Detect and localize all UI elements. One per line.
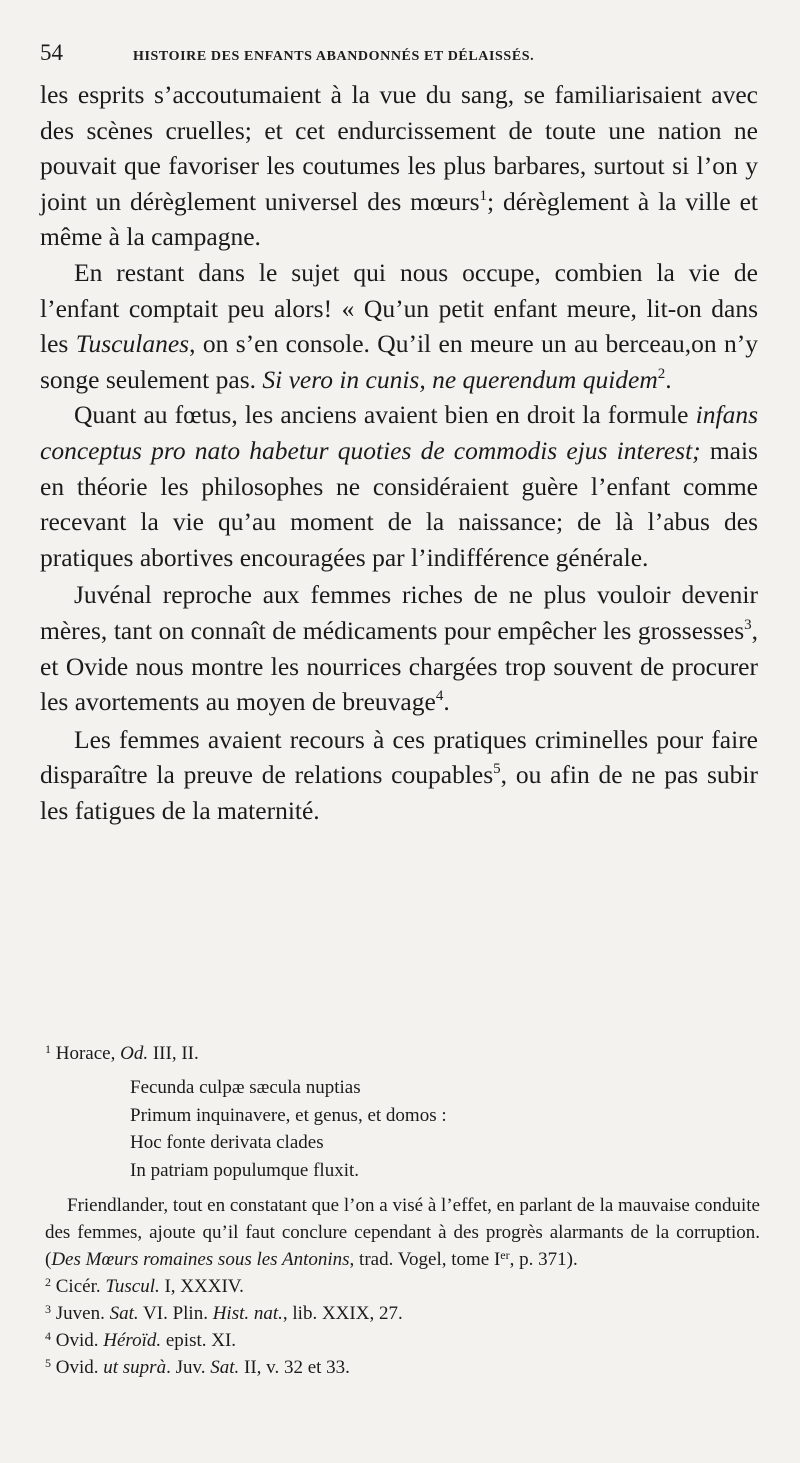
footnote-text: Friendlander, tout en constatant que l’on a visé à l’effet, en parlant de la mauvaise conduite des femmes, ajoute qu’il faut conclure cependant à des progrès alarmants de la corruption. ( (45, 1195, 760, 1270)
footnote-italic: Hist. nat. (212, 1303, 283, 1324)
book-title: Des Mœurs romaines sous les Antonins (51, 1249, 350, 1270)
footnote-italic: Tuscul. (105, 1276, 160, 1297)
verse-line: Primum inquinavere, et genus, et domos : (130, 1104, 447, 1126)
footnote-italic: Sat. (210, 1357, 240, 1378)
paragraph-3 (40, 397, 758, 575)
footnote-text: Ovid. (55, 1357, 104, 1378)
footnote-text: , lib. XXIX, 27. (282, 1303, 403, 1324)
verse-line: Fecunda culpæ sæcula nuptias (130, 1077, 361, 1098)
footnote-text: III, II. (148, 1043, 199, 1064)
footnote-text: . Juv. (166, 1357, 211, 1378)
footnote-ref: 5 (493, 761, 501, 778)
footnote-ref: 2 (657, 365, 666, 382)
footnote-mark: 1 (45, 1042, 51, 1056)
footnote-text: Cicér. (55, 1276, 106, 1297)
page-header (40, 40, 760, 70)
latin-quote: Si vero in cunis, ne querendum quidem (262, 364, 658, 394)
paragraph-text: , on s’en console. Qu’il en meure un au berceau,on n’y songe seulement pas. (40, 329, 759, 394)
footnote-4 (45, 1327, 760, 1354)
paragraph-text: . (665, 364, 672, 394)
paragraph-text: ; dérèglement à la ville et même à la campagne. (40, 186, 758, 252)
running-title: HISTOIRE DES ENFANTS ABANDONNÉS ET DÉLAISSÉS. (133, 49, 535, 64)
main-text (40, 77, 758, 828)
footnote-5 (45, 1354, 760, 1381)
footnote-text: II, v. 32 et 33. (239, 1357, 350, 1378)
footnote-commentary (45, 1192, 760, 1273)
paragraph-text: Juvénal reproche aux femmes riches de ne plus vouloir devenir mères, tant on connaît de médicaments pour empêcher les grossesses (40, 580, 758, 645)
footnote-mark: 3 (45, 1302, 51, 1316)
footnote-text: , trad. Vogel, tome I (349, 1249, 501, 1270)
footnote-text: Juven. (55, 1303, 110, 1324)
italic-title: Tusculanes (75, 329, 190, 359)
footnote-ref: 3 (744, 616, 752, 633)
footnote-1 (45, 1040, 760, 1067)
footnote-text: Ovid. (55, 1330, 104, 1351)
paragraph-4 (40, 577, 758, 719)
latin-verse (130, 1074, 760, 1184)
paragraph-text: les esprits s’accoutumaient à la vue du sang, se familiarisaient avec des scènes cruelles; et cet endurcissement de toute une nation ne pouvait que favoriser les coutumes les plus barbares, surtout si l’on y joint un dérèglement universel des mœurs (40, 80, 758, 216)
footnote-text: , p. 371). (509, 1249, 578, 1270)
paragraph-text: mais en théorie les philosophes ne considéraient guère l’enfant comme recevant la vie qu’au moment de la naissance; de là l’abus des pratiques abortives encouragées par l’indifférence générale. (40, 435, 758, 572)
paragraph-text: En restant dans le sujet qui nous occupe, combien la vie de l’enfant comptait peu alors! « Qu’un petit enfant meure, lit-on dans les (40, 257, 758, 359)
footnote-mark: 4 (45, 1329, 51, 1343)
ordinal-suffix: er (500, 1248, 510, 1262)
paragraph-1 (40, 77, 758, 255)
footnote-3 (45, 1300, 760, 1327)
paragraph-text: , et Ovide nous montre les nourrices chargées trop souvent de procurer les avortements au moyen de breuvage (40, 615, 758, 717)
footnote-mark: 5 (45, 1356, 51, 1370)
footnote-text: epist. XI. (161, 1330, 237, 1351)
footnote-mark: 2 (45, 1275, 51, 1289)
footnote-text: Horace, (55, 1043, 121, 1064)
footnote-italic: Od. (120, 1043, 149, 1064)
footnote-italic: ut suprà (103, 1357, 167, 1378)
footnote-italic: Sat. (109, 1303, 139, 1324)
footnote-2 (45, 1273, 760, 1300)
paragraph-text: , ou afin de ne pas subir les fatigues de la maternité. (40, 760, 758, 825)
paragraph-text: Les femmes avaient recours à ces pratiques criminelles pour faire disparaître la preuve de relations coupables (40, 724, 758, 790)
footnote-italic: Héroïd. (103, 1330, 162, 1351)
footnote-ref: 4 (435, 688, 444, 705)
verse-line: In patriam populumque fluxit. (130, 1159, 360, 1181)
page-number: 54 (40, 40, 63, 65)
footnotes (45, 1040, 760, 1381)
paragraph-text: Quant au fœtus, les anciens avaient bien en droit la formule (74, 400, 696, 430)
paragraph-2 (40, 255, 758, 397)
paragraph-text: . (443, 687, 450, 717)
paragraph-5 (40, 722, 758, 829)
footnote-text: VI. Plin. (138, 1303, 213, 1324)
footnote-ref: 1 (479, 187, 488, 204)
latin-formula: infans conceptus pro nato habetur quoties de commodis ejus interest; (40, 400, 758, 465)
verse-line: Hoc fonte derivata clades (130, 1132, 324, 1153)
footnote-text: I, XXXIV. (159, 1276, 244, 1297)
